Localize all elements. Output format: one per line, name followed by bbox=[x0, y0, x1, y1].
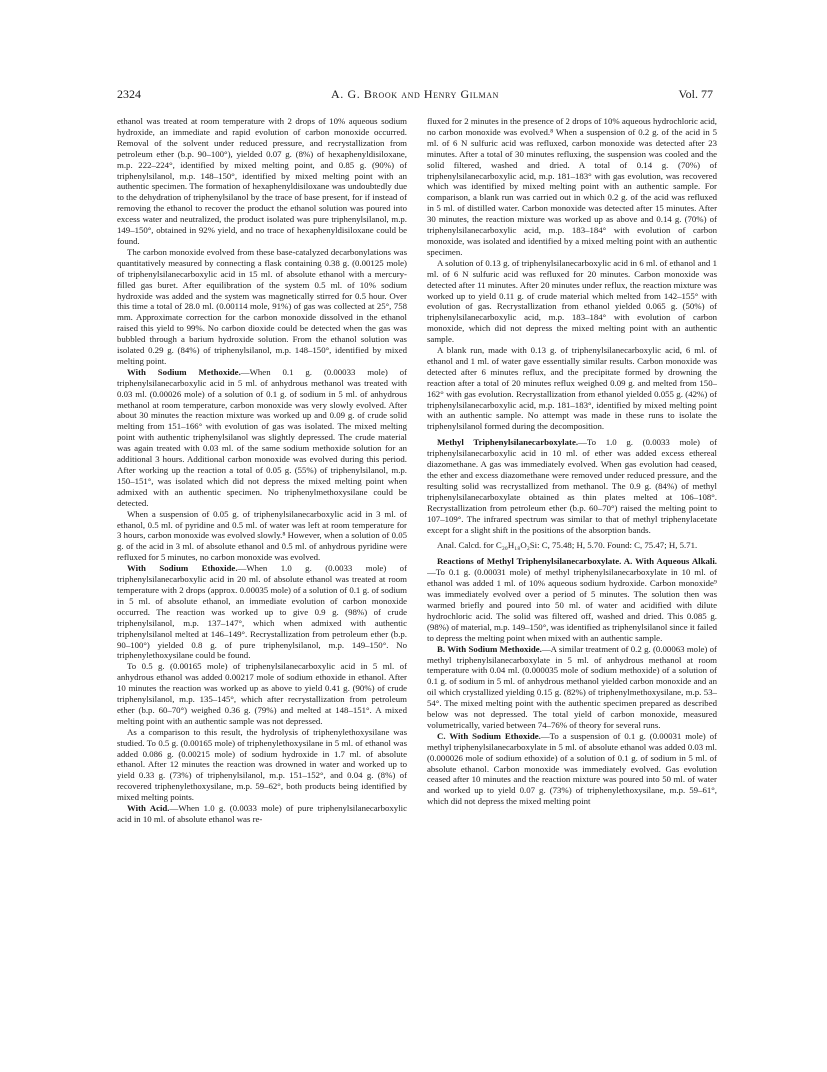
right-column bbox=[427, 116, 717, 1056]
paragraph-text: —To 1.0 g. (0.0033 mole) of triphenylsilanecarboxylic acid in 10 ml. of ether was added excess ethereal diazomethane. A gas was immediately evolved. When gas evolution had ceased, the ether and excess diazomethane were removed under reduced pressure, and the resulting solid was recrystallized from methanol. The 0.9 g. (84%) of methyl triphenylsilanecarboxylate obtained as thin plates melted at 106–108°. Recrystallization from petroleum ether (b.p. 60–70°) raised the melting point to 107–109°. The infrared spectrum was similar to that of methyl triphenylacetate except for a slight shift in the positions of the absorption bands. bbox=[427, 437, 717, 535]
paragraph-text: ethanol was treated at room temperature with 2 drops of 10% aqueous sodium hydroxide, an immediate and rapid evolution of carbon monoxide occurred. Removal of the solvent under reduced pressure, and recrystallization from petroleum ether (b.p. 90–100°), yielded 0.07 g. (8%) of hexaphenyldisiloxane, m.p. 222–224°, identified by mixed melting point, and 0.85 g. (90%) of triphenylsilanol, m.p. 148–150°, identified by mixed melting point with an authentic specimen. The formation of hexaphenyldisiloxane was undoubtedly due to the dehydration of triphenylsilanol by the trace of base present, for if instead of removing the ethanol to recover the product the ethanol solution was poured into excess water and neutralized, the product isolated was pure triphenylsilanol, m.p. 149–150°, obtained in 92% yield, and no trace of hexaphenyldisiloxane could be found. bbox=[117, 116, 407, 246]
paragraph-heading: Reactions of Methyl Triphenylsilanecarboxylate. A. With Aqueous Alkali. bbox=[437, 556, 717, 567]
paragraph-text: When a suspension of 0.05 g. of triphenylsilanecarboxylic acid in 3 ml. of ethanol, 0.5 ml. of pyridine and 0.5 ml. of water was left at room temperature for 3 hours, carbon monoxide was evolved slowly.⁸ However, when a solution of 0.05 g. of the acid in 3 ml. of absolute ethanol and 0.5 ml. of anhydrous pyridine were refluxed for 5 minutes, no carbon monoxide was evolved. bbox=[117, 508, 407, 563]
paragraph-heading: C. With Sodium Ethoxide. bbox=[437, 730, 541, 741]
paragraph bbox=[117, 116, 407, 247]
paragraph bbox=[427, 731, 717, 807]
paragraph-text: —A similar treatment of 0.2 g. (0.00063 mole) of methyl triphenylsilanecarboxylate in 5 ml. of anhydrous methanol at room temperature with 0.04 ml. (0.000035 mole of sodium methoxide) of a solution of 0.1 g. of sodium in 5 ml. of anhydrous methanol yielded carbon monoxide and an oil which crystallized yielding 0.15 g. (82%) of triphenylmethoxysilane, m.p. 53–54°. The mixed melting point with the authentic specimen prepared as described below was not depressed. The total yield of carbon monoxide, measured volumetrically, varied between 74–76% of theory for several runs. bbox=[427, 643, 717, 730]
paragraph-text: —When 1.0 g. (0.0033 mole) of triphenylsilanecarboxylic acid in 20 ml. of absolute ethanol was treated at room temperature with 2 drops (approx. 0.00035 mole) of a solution of 0.1 g. of sodium in 5 ml. of absolute ethanol, an immediate evolution of carbon monoxide occurred. The reaction was worked up to give 0.9 g. (98%) of crude triphenylsilanol, m.p. 137–147°, which when admixed with authentic triphenylsilanol melted at 146–149°. Recrystallization from petroleum ether (b.p. 90–100°) yielded 0.8 g. of pure triphenylsilanol, m.p. 149–150°. No triphenylethoxysilane could be found. bbox=[117, 563, 407, 661]
paragraph bbox=[427, 258, 717, 345]
paragraph bbox=[427, 540, 717, 551]
paragraph bbox=[117, 661, 407, 726]
paragraph bbox=[117, 803, 407, 825]
page-number: 2324 bbox=[117, 87, 141, 101]
paragraph-text: fluxed for 2 minutes in the presence of 2 drops of 10% aqueous hydrochloric acid, no carbon monoxide was evolved.⁸ When a suspension of 0.2 g. of the acid in 5 ml. of 6 N sulfuric acid was refluxed, carbon monoxide was detected after 23 minutes. After a total of 30 minutes refluxing, the suspension was cooled and the solid filtered, washed and dried. A total of 0.14 g. (70%) of triphenylsilanecarboxylic acid, m.p. 181–183° with gas evolution, was recovered which was identified by mixed melting point with an authentic sample. For comparison, a blank run was carried out in which 0.2 g. of the acid was refluxed in 5 ml. of distilled water. Carbon monoxide was detected after 15 minutes. After 30 minutes, the reaction mixture was worked up as above and 0.14 g. (70%) of triphenylsilanecarboxylic acid, m.p. 183–184° with evolution of carbon monoxide, was isolated and identified by a mixed melting point with an authentic specimen. bbox=[427, 116, 717, 257]
paragraph-text: —When 1.0 g. (0.0033 mole) of pure triphenylsilanecarboxylic acid in 10 ml. of absolute ethanol was re- bbox=[117, 803, 407, 824]
paragraph-heading: With Acid. bbox=[127, 803, 170, 814]
paragraph bbox=[117, 563, 407, 661]
paragraph-heading: With Sodium Methoxide. bbox=[127, 366, 241, 377]
paragraph-heading: With Sodium Ethoxide. bbox=[127, 563, 238, 574]
paragraph bbox=[117, 247, 407, 367]
running-title-authors: A. G. Brook and Henry Gilman bbox=[330, 87, 500, 101]
running-header bbox=[117, 86, 713, 102]
paragraph bbox=[427, 345, 717, 432]
paragraph bbox=[427, 644, 717, 731]
paragraph-text: Anal. Calcd. for C₂₀H₁₈O₂Si: C, 75.48; H, 5.70. Found: C, 75.47; H, 5.71. bbox=[437, 540, 698, 551]
volume-number: Vol. 77 bbox=[678, 87, 713, 101]
paragraph bbox=[427, 556, 717, 643]
left-column bbox=[117, 116, 407, 1056]
paragraph-text: The carbon monoxide evolved from these base-catalyzed decarbonylations was quantitatively measured by connecting a flask containing 0.38 g. (0.00125 mole) of triphenylsilanecarboxylic acid in 15 ml. of absolute ethanol with a mercury-filled gas buret. After equilibration of the system 0.5 ml. of 10% sodium hydroxide was added and the system was magnetically stirred for 0.5 hour. Over this time a total of 28.0 ml. (0.00114 mole, 91%) of gas was collected at 25°, 758 mm. Approximate correction for the carbon monoxide dissolved in the ethanol raised this yield to 99%. No carbon dioxide could be detected when the gas was bubbled through a barium hydroxide solution. From the ethanol solution was isolated 0.29 g. (84%) of triphenylsilanol, m.p. 148–150°, identified by mixed melting point. bbox=[117, 246, 407, 366]
paragraph bbox=[117, 727, 407, 803]
paragraph bbox=[117, 367, 407, 509]
paragraph bbox=[427, 116, 717, 258]
paragraph-text: As a comparison to this result, the hydrolysis of triphenylethoxysilane was studied. To 0.5 g. (0.00165 mole) of triphenylethoxysilane in 5 ml. of ethanol was added 0.086 g. (0.00215 mole) of sodium hydroxide in 1.7 ml. of absolute ethanol. After 12 minutes the reaction was drowned in water and worked up to yield 0.33 g. (73%) of triphenylsilanol, m.p. 151–152°, and 0.04 g. (8%) of recovered triphenylethoxysilane, m.p. 59–62°, both products being identified by mixed melting points. bbox=[117, 726, 407, 803]
paragraph-text: To 0.5 g. (0.00165 mole) of triphenylsilanecarboxylic acid in 5 ml. of anhydrous ethanol was added 0.00217 mole of sodium ethoxide in ethanol. After 10 minutes the reaction was worked up as above to yield 0.41 g. (90%) of crude triphenylsilanol, m.p. 135–145°, which after recrystallization from petroleum ether (b.p. 60–70°) weighed 0.36 g. (79%) and melted at 148–151°. A mixed melting point with an authentic sample was not depressed. bbox=[117, 661, 407, 726]
paragraph bbox=[117, 509, 407, 564]
paragraph-text: A blank run, made with 0.13 g. of triphenylsilanecarboxylic acid, 6 ml. of ethanol and 1 ml. of water gave essentially similar results. Carbon monoxide was detected after 6 minutes reflux, and the precipitate formed by drowning the reaction after a total of 20 minutes reflux weighed 0.09 g. and melted from 150–162° with gas evolution. Recrystallization from ethanol yielded 0.055 g. (42%) of triphenylsilanecarboxylic acid, m.p. 181–183°, identified by mixed melting point with an authentic sample. No attempt was made in these runs to isolate the triphenylsilanol formed during the decomposition. bbox=[427, 345, 717, 432]
paragraph-heading: B. With Sodium Methoxide. bbox=[437, 643, 542, 654]
paragraph-text: —When 0.1 g. (0.00033 mole) of triphenylsilanecarboxylic acid in 5 ml. of anhydrous methanol was treated with 0.03 ml. (0.00026 mole) of a solution of 0.1 g. of sodium in 5 ml. of anhydrous methanol at room temperature, carbon monoxide was very slowly evolved. After about 30 minutes the reaction mixture was worked up and 0.09 g. of crude solid melting from 151–166° with evolution of gas was isolated. The mixed melting point with authentic triphenylsilanol was slightly depressed. The crude material was again treated with 0.03 ml. of the same sodium methoxide solution for an additional 3 hours. Additional carbon monoxide was evolved during this period. After working up the reaction a total of 0.05 g. (55%) of triphenylsilanol, m.p. 150–151°, was isolated which did not depress the mixed melting point when admixed with an authentic specimen. No triphenylmethoxysilane could be detected. bbox=[117, 366, 407, 508]
paragraph-text: A solution of 0.13 g. of triphenylsilanecarboxylic acid in 6 ml. of ethanol and 1 ml. of 6 N sulfuric acid was refluxed for 20 minutes. Carbon monoxide was detected after 11 minutes. After 20 minutes under reflux, the reaction mixture was worked up to yield 0.11 g. of crude material which melted from 142–155° with evolution of gas. Recrystallization from ethanol yielded 0.065 g. (50%) of triphenylsilanecarboxylic acid, m.p. 183–184° with evolution of carbon monoxide, which did not depress the mixed melting point with an authentic sample. bbox=[427, 257, 717, 345]
paragraph bbox=[427, 437, 717, 535]
paragraph-text: —To a suspension of 0.1 g. (0.00031 mole) of methyl triphenylsilanecarboxylate in 5 ml. of absolute ethanol was added 0.03 ml. (0.000026 mole of sodium ethoxide) of a solution of 0.1 g. of sodium in 5 ml. of absolute ethanol. Carbon monoxide was immediately evolved. Gas evolution ceased after 10 minutes and the reaction mixture was poured into 50 ml. of water and worked up to yield 0.07 g. (73%) of triphenylethoxysilane, m.p. 59–61°, which did not depress the mixed melting point bbox=[427, 730, 717, 807]
paragraph-heading: Methyl Triphenylsilanecarboxylate. bbox=[437, 437, 579, 448]
paragraph-text: —To 0.1 g. (0.00031 mole) of methyl triphenylsilanecarboxylate in 10 ml. of ethanol was added 1 ml. of 10% aqueous sodium hydroxide. Carbon monoxide⁹ was immediately evolved over a period of 5 minutes. The solution then was warmed briefly and poured into 50 ml. of water and acidified with dilute hydrochloric acid. The solid was filtered off, washed and dried. This 0.085 g. (98%) of material, m.p. 149–150°, was identified as triphenylsilanol since it failed to depress the melting point when mixed with an authentic sample. bbox=[427, 567, 717, 643]
